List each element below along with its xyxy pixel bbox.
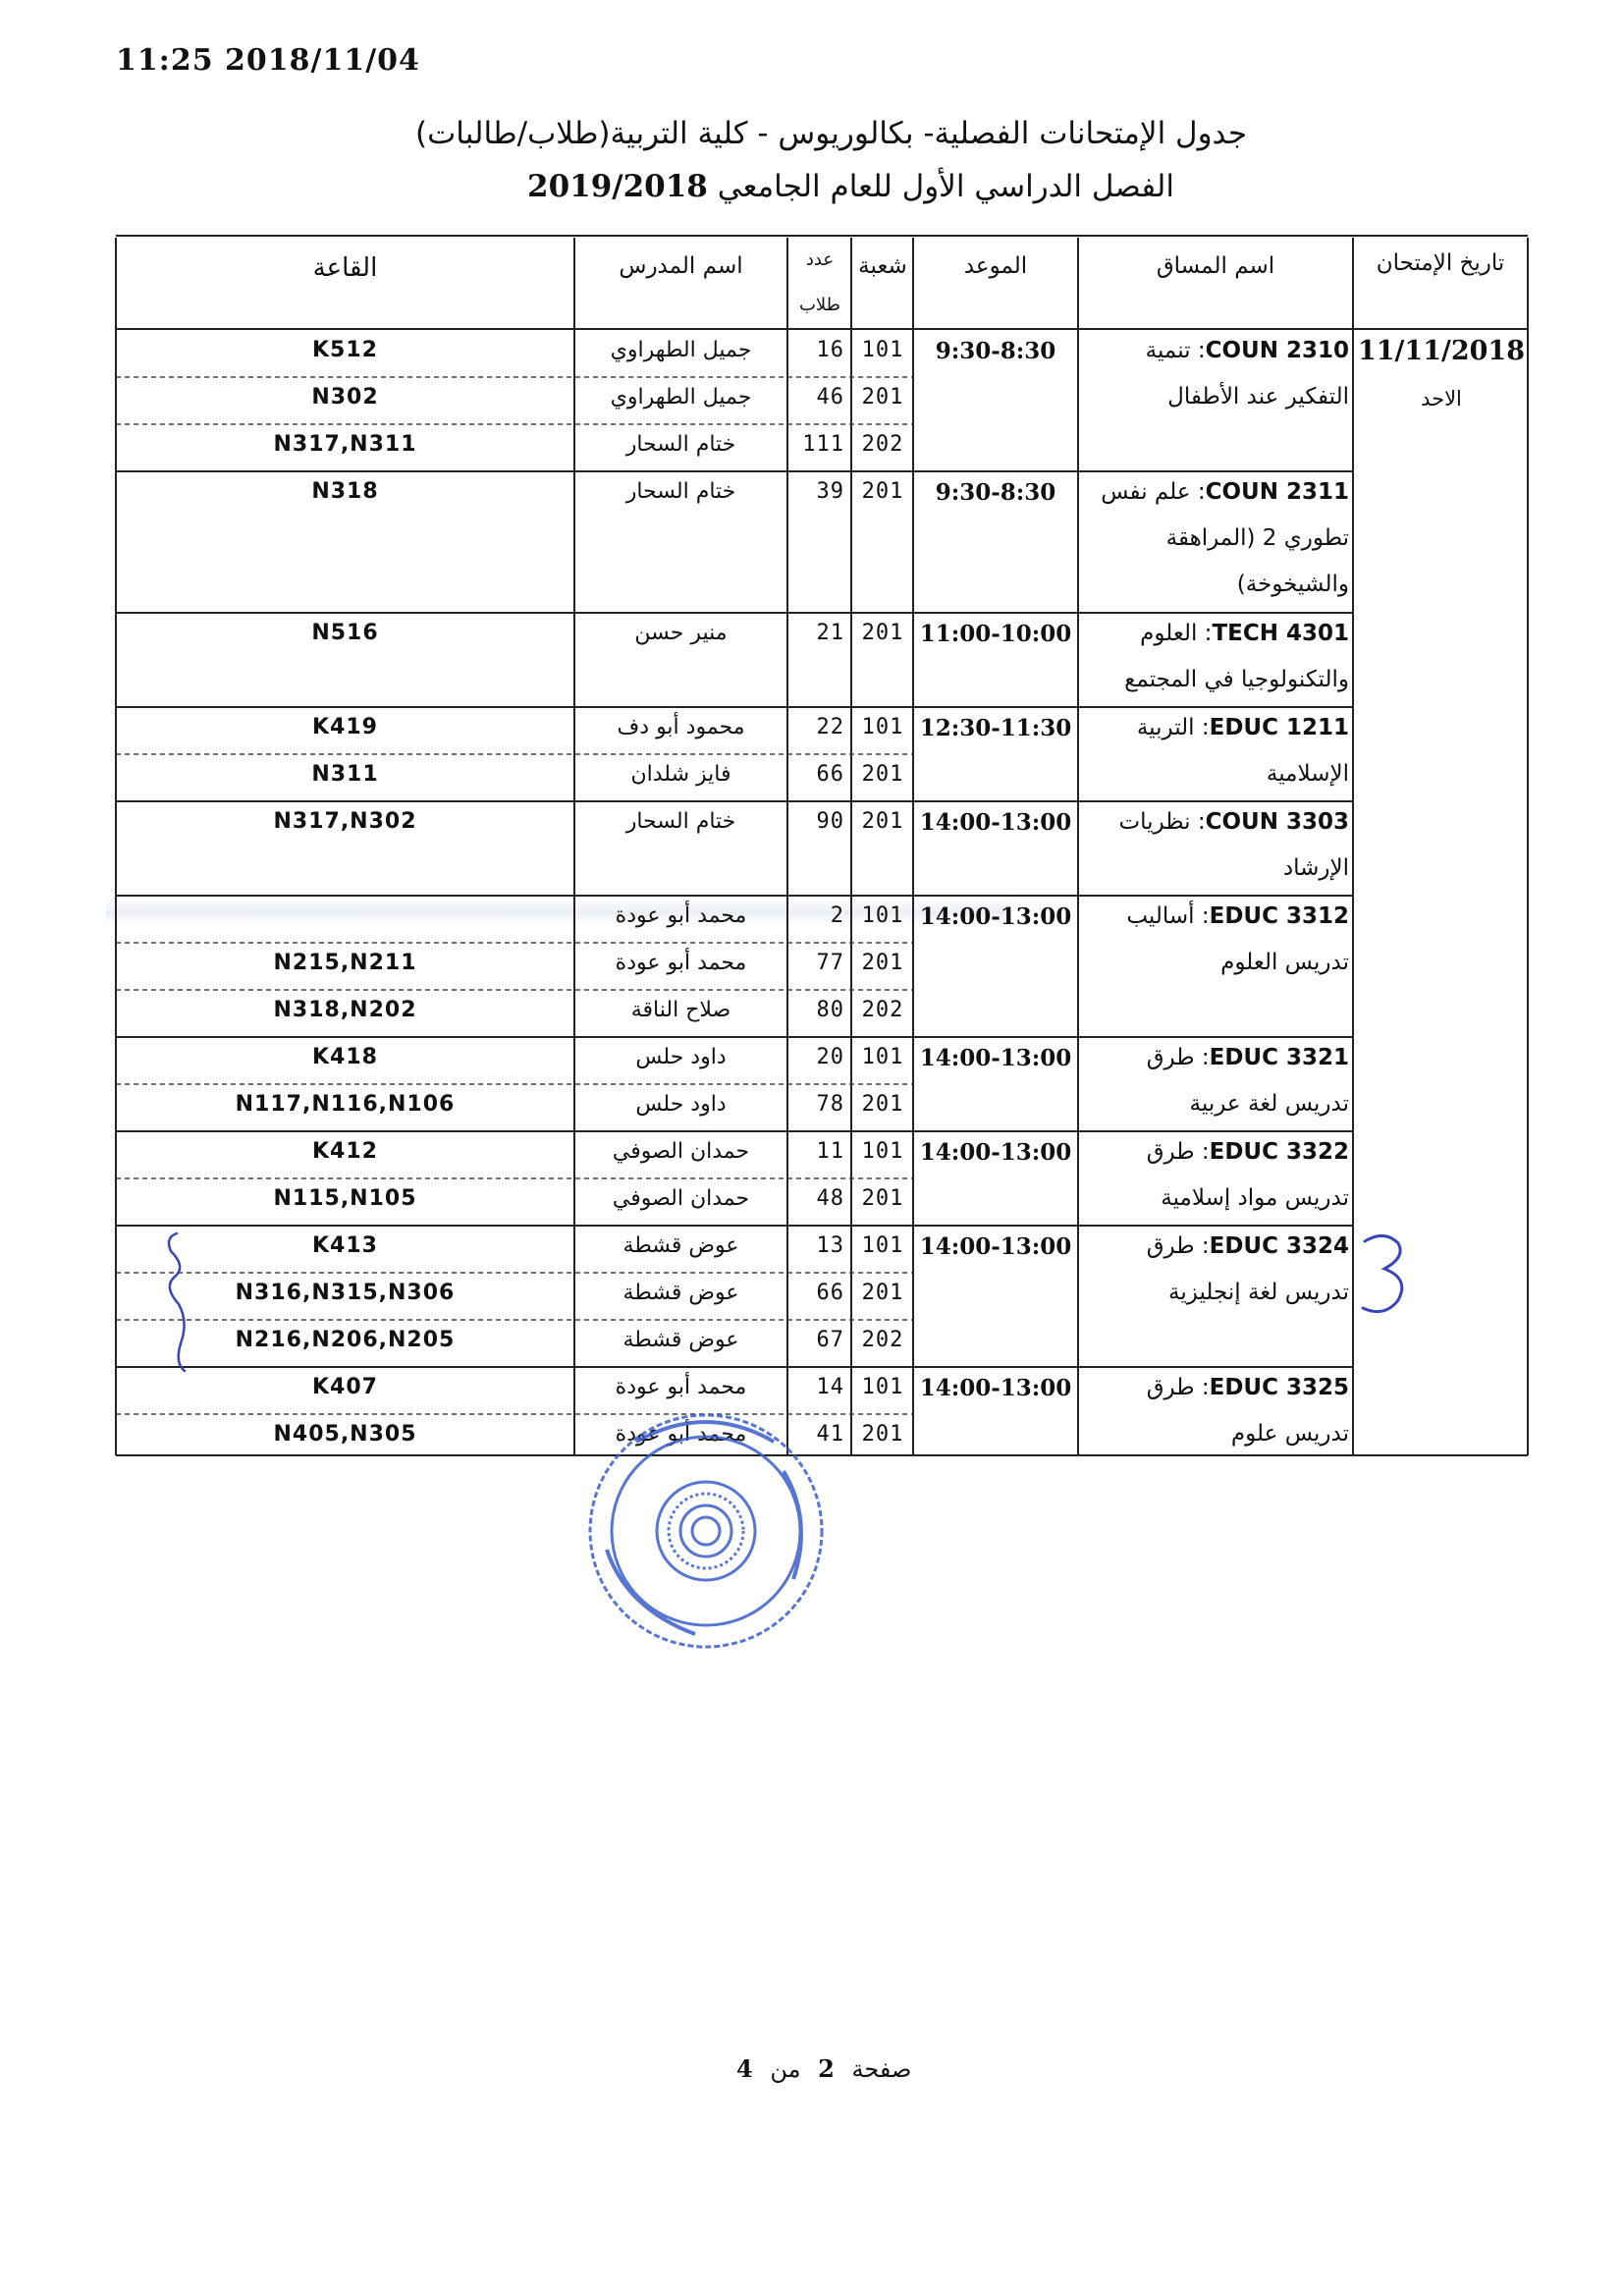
course-cell xyxy=(1082,705,1349,797)
instructor-name: داود حلس xyxy=(635,1092,727,1117)
section-number: 201 xyxy=(861,1422,904,1447)
exam-time: 11:00-10:00 xyxy=(919,621,1072,647)
section-number: 201 xyxy=(861,951,904,975)
instructor-name: جميل الطهراوي xyxy=(610,385,752,410)
instructor-name: جميل الطهراوي xyxy=(610,338,752,362)
room-code: N302 xyxy=(311,385,379,410)
student-count: 22 xyxy=(816,715,844,739)
instructor-name: ختام السحار xyxy=(625,432,736,457)
course-title: : طرق تدريس لغة إنجليزية xyxy=(1146,1233,1349,1305)
exam-time: 14:00-13:00 xyxy=(919,903,1072,930)
exam-time: 14:00-13:00 xyxy=(919,1233,1072,1260)
page-number: 2 xyxy=(818,2054,835,2083)
section-number: 201 xyxy=(861,1092,904,1117)
student-count: 21 xyxy=(816,621,844,645)
page-total: 4 xyxy=(736,2054,753,2083)
course-title: : التربية الإسلامية xyxy=(1136,715,1349,787)
room-code: N318 xyxy=(311,479,379,504)
course-code: COUN 2310 xyxy=(1205,338,1349,363)
course-cell xyxy=(1082,1224,1349,1316)
course-cell xyxy=(1082,611,1349,703)
room-code: N318,N202 xyxy=(273,998,417,1022)
course-cell xyxy=(1082,1129,1349,1222)
student-count: 41 xyxy=(816,1422,844,1447)
section-number: 201 xyxy=(861,621,904,645)
semester-subtitle xyxy=(0,169,1623,204)
instructor-name: حمدان الصوفي xyxy=(612,1139,750,1164)
student-count: 14 xyxy=(816,1375,844,1399)
room-code: N317,N311 xyxy=(273,432,417,457)
course-code: COUN 3303 xyxy=(1205,809,1349,835)
instructor-name: عوض قشطة xyxy=(622,1233,739,1258)
page-word: صفحة xyxy=(851,2055,912,2083)
course-code: EDUC 3321 xyxy=(1209,1045,1349,1070)
section-number: 201 xyxy=(861,1186,904,1211)
room-code: N311 xyxy=(311,762,379,787)
course-title: : تنمية التفكير عند الأطفال xyxy=(1145,338,1349,410)
course-cell xyxy=(1082,469,1349,608)
instructor-name: ختام السحار xyxy=(625,809,736,834)
room-code: N117,N116,N106 xyxy=(235,1092,456,1117)
section-number: 201 xyxy=(861,762,904,787)
exam-time: 14:00-13:00 xyxy=(919,1375,1072,1401)
handwritten-number-mark xyxy=(1355,1230,1414,1318)
room-code: K413 xyxy=(312,1233,378,1258)
student-count: 66 xyxy=(816,762,844,787)
course-code: EDUC 3322 xyxy=(1209,1139,1349,1165)
student-count: 2 xyxy=(830,903,844,928)
course-title: : أساليب تدريس العلوم xyxy=(1126,903,1349,975)
student-count: 13 xyxy=(816,1233,844,1258)
header-time: الموعد xyxy=(963,253,1028,279)
exam-time: 9:30-8:30 xyxy=(935,338,1056,364)
section-number: 101 xyxy=(861,715,904,739)
course-title: : طرق تدريس علوم xyxy=(1146,1375,1349,1447)
student-count: 90 xyxy=(816,809,844,834)
course-title: : طرق تدريس مواد إسلامية xyxy=(1146,1139,1349,1211)
section-number: 101 xyxy=(861,338,904,362)
course-title: : العلوم والتكنولوجيا في المجتمع xyxy=(1124,621,1349,692)
exam-time: 14:00-13:00 xyxy=(919,809,1072,836)
section-number: 101 xyxy=(861,1375,904,1399)
room-code: K418 xyxy=(312,1045,378,1069)
course-title: : نظريات الإرشاد xyxy=(1118,809,1349,881)
course-code: COUN 2311 xyxy=(1205,479,1349,505)
section-number: 101 xyxy=(861,1139,904,1164)
instructor-name: محمد أبو عودة xyxy=(615,1422,747,1447)
subtitle-year: 2019/2018 xyxy=(527,169,708,204)
instructor-name: حمدان الصوفي xyxy=(612,1186,750,1211)
instructor-name: محمد أبو عودة xyxy=(615,951,747,975)
room-code: N216,N206,N205 xyxy=(235,1328,456,1352)
schedule-title: جدول الإمتحانات الفصلية- بكالوريوس - كلية التربية(طلاب/طالبات) xyxy=(414,116,1247,151)
room-code: K512 xyxy=(312,338,378,362)
instructor-name: صلاح الناقة xyxy=(630,998,731,1022)
header-section: شعبة xyxy=(858,253,907,279)
header-students-2: طلاب xyxy=(798,295,840,315)
section-number: 202 xyxy=(861,1328,904,1352)
exam-time: 12:30-11:30 xyxy=(919,715,1072,741)
room-code: N516 xyxy=(311,621,379,645)
room-code: K407 xyxy=(312,1375,378,1399)
header-instructor: اسم المدرس xyxy=(619,253,743,279)
instructor-name: محمد أبو عودة xyxy=(615,903,747,928)
instructor-name: ختام السحار xyxy=(625,479,736,504)
section-number: 101 xyxy=(861,1045,904,1069)
instructor-name: عوض قشطة xyxy=(622,1281,739,1305)
course-title: : طرق تدريس لغة عربية xyxy=(1146,1045,1349,1117)
course-code: EDUC 1211 xyxy=(1209,715,1349,740)
room-code: N215,N211 xyxy=(273,951,417,975)
course-cell xyxy=(1082,1365,1349,1457)
course-code: TECH 4301 xyxy=(1212,621,1349,646)
exam-date: 11/11/2018 xyxy=(1357,336,1525,366)
room-code: N316,N315,N306 xyxy=(235,1281,456,1305)
room-code: N317,N302 xyxy=(273,809,417,834)
handwritten-bracket-mark xyxy=(155,1228,204,1375)
section-number: 202 xyxy=(861,432,904,457)
course-code: EDUC 3324 xyxy=(1209,1233,1349,1259)
student-count: 67 xyxy=(816,1328,844,1352)
student-count: 111 xyxy=(802,432,844,457)
student-count: 16 xyxy=(816,338,844,362)
student-count: 48 xyxy=(816,1186,844,1211)
section-number: 201 xyxy=(861,1281,904,1305)
student-count: 39 xyxy=(816,479,844,504)
student-count: 46 xyxy=(816,385,844,410)
room-code: N115,N105 xyxy=(273,1186,417,1211)
instructor-name: منير حسن xyxy=(634,621,728,645)
course-code: EDUC 3325 xyxy=(1209,1375,1349,1400)
instructor-name: فايز شلدان xyxy=(630,762,731,787)
student-count: 78 xyxy=(816,1092,844,1117)
student-count: 77 xyxy=(816,951,844,975)
course-cell xyxy=(1082,799,1349,892)
section-number: 201 xyxy=(861,809,904,834)
course-code: EDUC 3312 xyxy=(1209,903,1349,929)
section-number: 201 xyxy=(861,385,904,410)
of-word: من xyxy=(770,2055,801,2083)
section-number: 101 xyxy=(861,903,904,928)
exam-time: 14:00-13:00 xyxy=(919,1139,1072,1166)
page-footer xyxy=(727,2054,911,2083)
official-seal xyxy=(577,1402,835,1660)
student-count: 20 xyxy=(816,1045,844,1069)
header-students: عدد xyxy=(805,249,835,270)
student-count: 66 xyxy=(816,1281,844,1305)
room-code: K412 xyxy=(312,1139,378,1164)
instructor-name: محمود أبو دف xyxy=(617,715,745,739)
instructor-name: داود حلس xyxy=(635,1045,727,1069)
course-title: : علم نفس تطوري 2 (المراهقة والشيخوخة) xyxy=(1101,479,1349,597)
room-code: N405,N305 xyxy=(273,1422,417,1447)
course-cell xyxy=(1082,328,1349,420)
header-exam-date: تاريخ الإمتحان xyxy=(1376,250,1505,276)
exam-time: 9:30-8:30 xyxy=(935,479,1056,506)
student-count: 11 xyxy=(816,1139,844,1164)
room-code: K419 xyxy=(312,715,378,739)
print-timestamp: 11:25 2018/11/04 xyxy=(116,43,420,78)
section-number: 201 xyxy=(861,479,904,504)
course-cell xyxy=(1082,1035,1349,1127)
course-cell xyxy=(1082,894,1349,986)
section-number: 202 xyxy=(861,998,904,1022)
header-room: القاعة xyxy=(312,253,378,283)
subtitle-text: الفصل الدراسي الأول للعام الجامعي xyxy=(717,169,1174,204)
exam-day: الاحد xyxy=(1421,387,1462,410)
header-course-name: اسم المساق xyxy=(1156,253,1275,279)
student-count: 80 xyxy=(816,998,844,1022)
exam-time: 14:00-13:00 xyxy=(919,1045,1072,1071)
instructor-name: عوض قشطة xyxy=(622,1328,739,1352)
instructor-name: محمد أبو عودة xyxy=(615,1375,747,1399)
section-number: 101 xyxy=(861,1233,904,1258)
